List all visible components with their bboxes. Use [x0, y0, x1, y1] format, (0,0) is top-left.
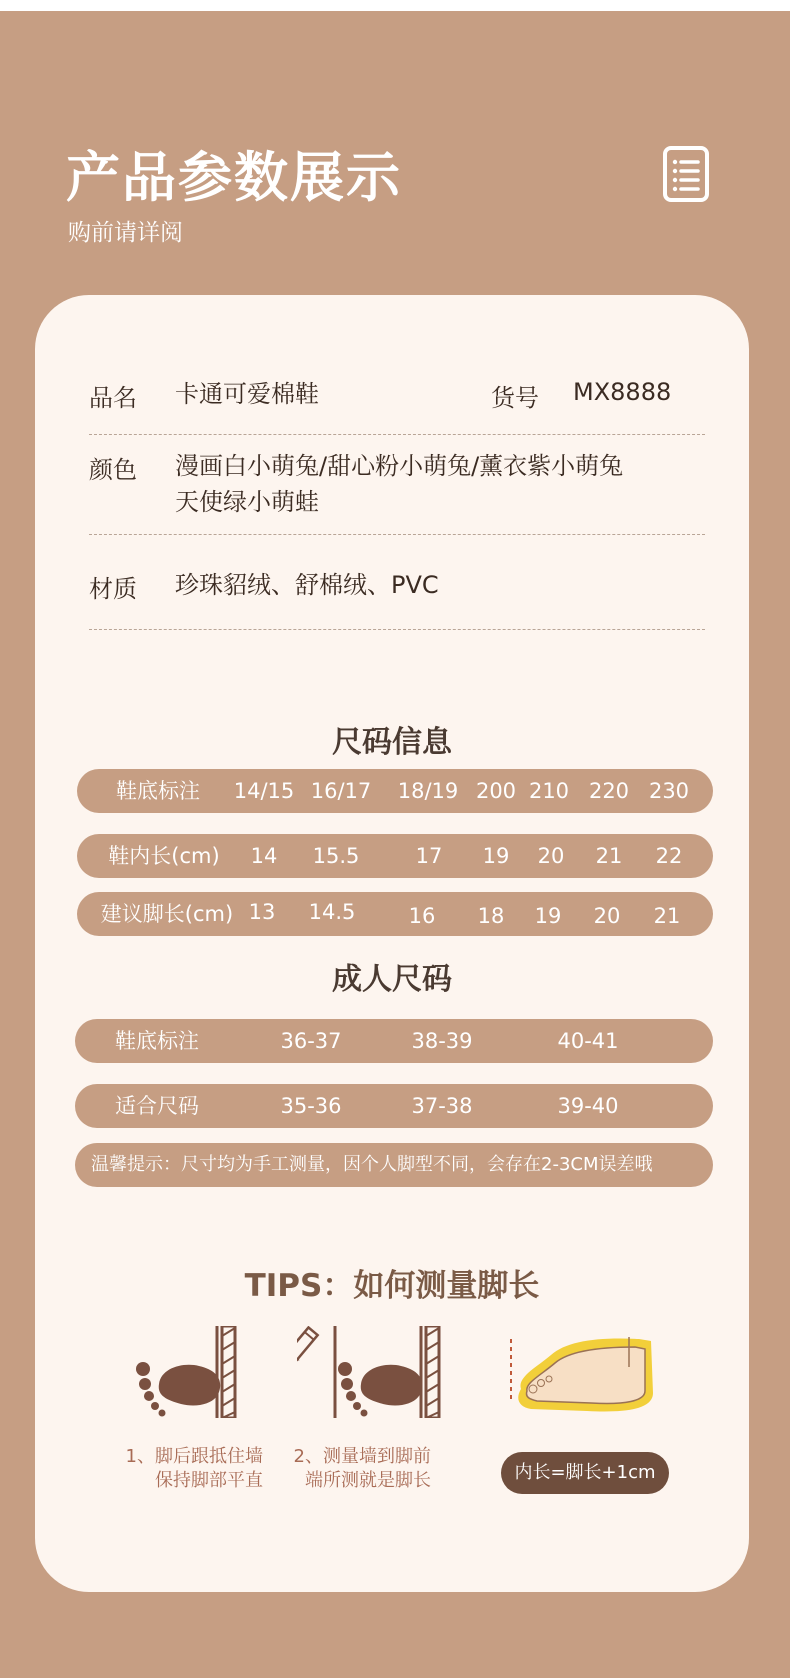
size-cell: 14/15: [233, 779, 295, 803]
size-cell: 13: [248, 900, 276, 924]
size-cell: 200: [475, 779, 517, 803]
size-cell: 14: [250, 844, 278, 868]
size-row-foot-length: [77, 892, 713, 936]
size-row-sole: [77, 769, 713, 813]
size-cell: 21: [595, 844, 623, 868]
size-cell: 17: [415, 844, 443, 868]
size-row-label: 建议脚长(cm): [100, 902, 234, 926]
kids-size-title: 尺码信息: [332, 725, 452, 760]
size-cell: 38-39: [411, 1029, 473, 1053]
color-value-line2: 天使绿小萌蛙: [175, 488, 319, 516]
size-row-label: 鞋内长(cm): [108, 844, 220, 868]
size-cell: 19: [534, 904, 562, 928]
size-cell: 230: [648, 779, 690, 803]
sku-value: MX8888: [573, 378, 672, 406]
material-value: 珍珠貂绒、舒棉绒、PVC: [175, 571, 439, 599]
color-value-line1: 漫画白小萌兔/甜心粉小萌兔/薰衣紫小萌兔: [175, 452, 624, 480]
size-cell: 220: [588, 779, 630, 803]
product-info-card: [35, 295, 749, 1592]
size-cell: 22: [655, 844, 683, 868]
document-list-icon: [662, 145, 710, 203]
size-cell: 36-37: [280, 1029, 342, 1053]
tip-step-1-line2: 保持脚部平直: [155, 1470, 263, 1491]
tip-step-2-line2: 端所测就是脚长: [305, 1470, 431, 1491]
foot-against-wall-illustration: [135, 1326, 255, 1418]
size-cell: 15.5: [312, 844, 360, 868]
spec-row-color: [89, 448, 705, 520]
size-cell: 37-38: [411, 1094, 473, 1118]
color-label: 颜色: [89, 456, 137, 484]
size-row-inner-length: [77, 834, 713, 878]
inner-length-formula: 内长=脚长+1cm: [501, 1452, 669, 1494]
adult-row-sole: [75, 1019, 713, 1063]
measure-foot-illustration: [297, 1326, 457, 1418]
sku-label: 货号: [491, 384, 539, 412]
size-cell: 40-41: [557, 1029, 619, 1053]
tip-step-2-line1: 2、测量墙到脚前: [293, 1446, 431, 1467]
adult-size-title: 成人尺码: [332, 962, 452, 997]
material-label: 材质: [89, 575, 137, 603]
size-cell: 21: [653, 904, 681, 928]
shoe-inner-length-illustration: [507, 1337, 657, 1417]
size-cell: 14.5: [308, 900, 356, 924]
spec-row-material: [89, 569, 705, 605]
divider: [89, 629, 705, 630]
size-row-label: 鞋底标注: [115, 1029, 199, 1053]
adult-row-fit: [75, 1084, 713, 1128]
name-value: 卡通可爱棉鞋: [175, 380, 319, 408]
size-cell: 16/17: [310, 779, 372, 803]
size-row-label: 鞋底标注: [116, 779, 200, 803]
size-cell: 20: [593, 904, 621, 928]
size-cell: 18: [477, 904, 505, 928]
page-subtitle: 购前请详阅: [68, 220, 183, 246]
divider: [89, 434, 705, 435]
size-row-label: 适合尺码: [115, 1094, 199, 1118]
spec-row-name: [89, 378, 705, 414]
size-cell: 18/19: [397, 779, 459, 803]
measurement-notice: 温馨提示：尺寸均为手工测量，因个人脚型不同，会存在2-3CM误差哦: [75, 1143, 713, 1187]
name-label: 品名: [89, 384, 137, 412]
size-cell: 35-36: [280, 1094, 342, 1118]
divider: [89, 534, 705, 535]
size-cell: 19: [482, 844, 510, 868]
size-cell: 16: [408, 904, 436, 928]
tip-step-2: [287, 1445, 431, 1493]
size-cell: 210: [528, 779, 570, 803]
tips-title: TIPS：如何测量脚长: [244, 1268, 540, 1304]
size-cell: 20: [537, 844, 565, 868]
page-title: 产品参数展示: [66, 146, 402, 209]
tip-step-1-line1: 1、脚后跟抵住墙: [125, 1446, 263, 1467]
size-cell: 39-40: [557, 1094, 619, 1118]
tip-step-1: [123, 1445, 263, 1493]
